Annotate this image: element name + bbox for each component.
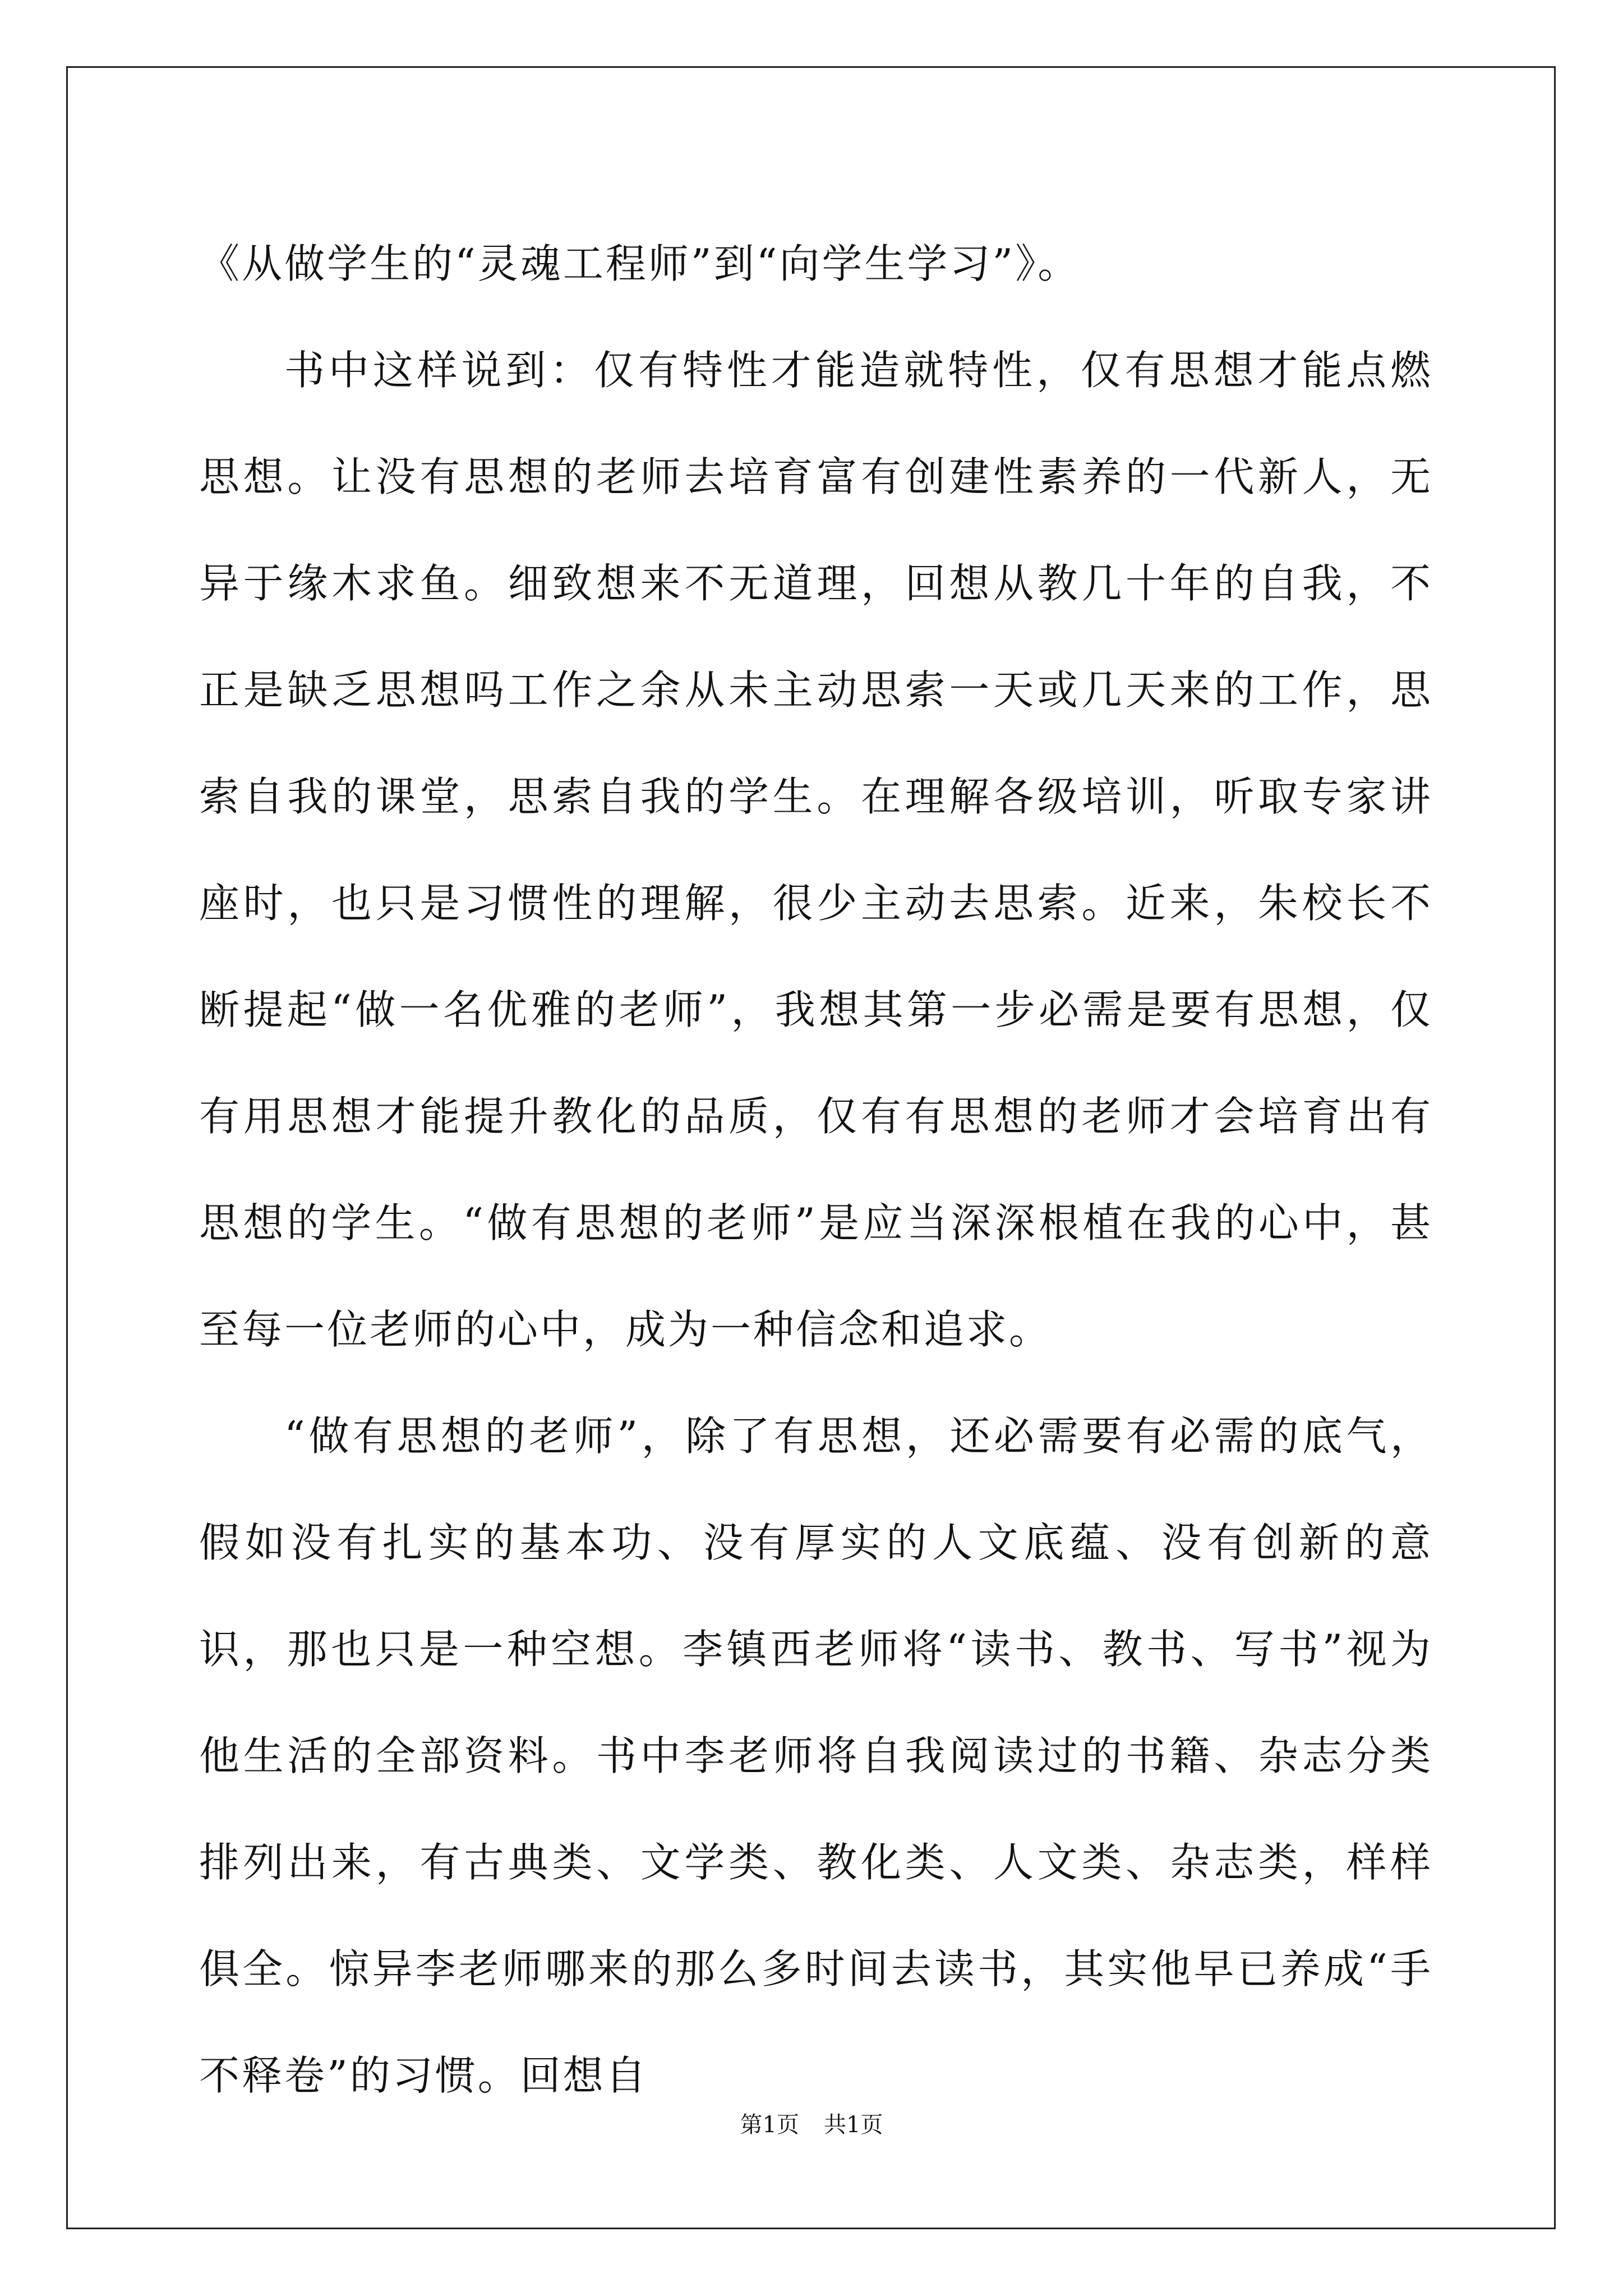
paragraph-thinking-teacher: 书中这样说到：仅有特性才能造就特性，仅有思想才能点燃思想。让没有思想的老师去培育富有创建性素养的一代新人，无异于缘木求鱼。细致想来不无道理，回想从教几十年的自我，不正是缺乏思想吗工作之余从未主动思索一天或几天来的工作，思索自我的课堂，思索自我的学生。在理解各级培训，听取专家讲座时，也只是习惯性的理解，很少主动去思索。近来，朱校长不断提起“做一名优雅的老师”，我想其第一步必需是要有思想，仅有用思想才能提升教化的品质，仅有有思想的老师才会培育出有思想的学生。“做有思想的老师”是应当深深根植在我的心中，甚至每一位老师的心中，成为一种信念和追求。 [199,347,1433,1353]
document-body [199,210,1433,2129]
page-total: 共1页 [824,2112,883,2138]
paragraph-reading-habit: “做有思想的老师”，除了有思想，还必需要有必需的底气，假如没有扎实的基本功、没有厚实的人文底蕴、没有创新的意识，那也只是一种空想。李镇西老师将“读书、教书、写书”视为他生活的全部资料。书中李老师将自我阅读过的书籍、杂志分类排列出来，有古典类、文学类、教化类、人文类、杂志类，样样俱全。惊异李老师哪来的那么多时间去读书，其实他早已养成“手不释卷”的习惯。回想自 [199,1412,1433,2099]
paragraph-title-line: 《从做学生的“灵魂工程师”到“向学生学习”》。 [199,240,1081,287]
page-footer [0,2108,1623,2142]
page-number: 第1页 [740,2112,799,2138]
